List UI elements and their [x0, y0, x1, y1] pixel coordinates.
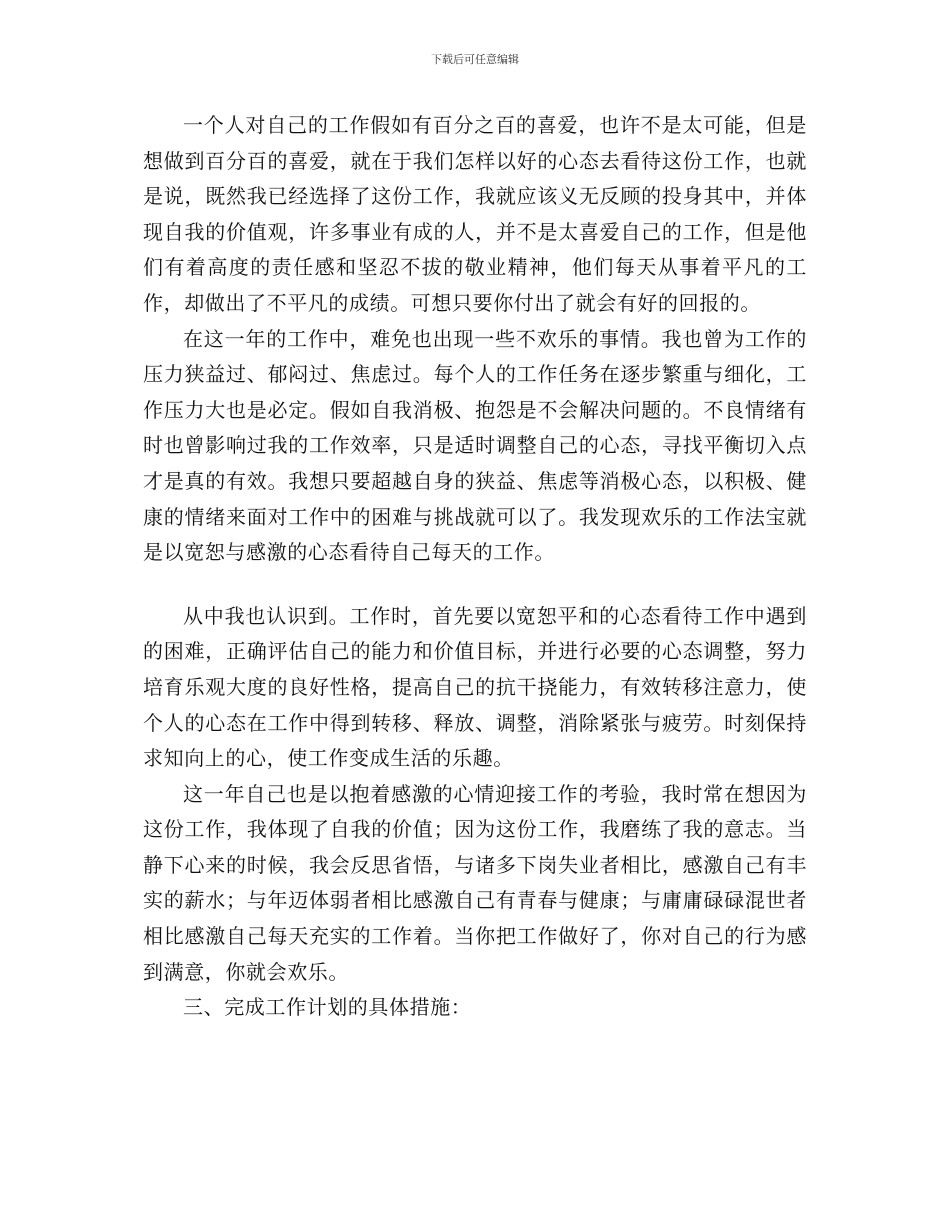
page-header: 下载后可任意编辑: [431, 53, 519, 66]
paragraph-2: 在这一年的工作中，难免也出现一些不欢乐的事情。我也曾为工作的压力狭益过、郁闷过、焦虑过。每个人的工作任务在逐步繁重与细化，工作压力大也是必定。假如自我消极、抱怨是不会解决问题的。不良情绪有时也曾影响过我的工作效率，只是适时调整自己的心态，寻找平衡切入点才是真的有效。我想只要超越自身的狭益、焦虑等消极心态，以积极、健康的情绪来面对工作中的困难与挑战就可以了。我发现欢乐的工作法宝就是以宽恕与感激的心态看待自己每天的工作。: [143, 326, 807, 565]
paragraph-3: 从中我也认识到。工作时，首先要以宽恕平和的心态看待工作中遇到的困难，正确评估自己的能力和价值目标，并进行必要的心态调整，努力培育乐观大度的良好性格，提高自己的抗干挠能力，有效转移注意力，使个人的心态在工作中得到转移、释放、调整，消除紧张与疲劳。时刻保持求知向上的心，使工作变成生活的乐趣。: [143, 603, 807, 771]
paragraph-1: 一个人对自己的工作假如有百分之百的喜爱，也许不是太可能，但是想做到百分百的喜爱，就在于我们怎样以好的心态去看待这份工作，也就是说，既然我已经选择了这份工作，我就应该义无反顾的投身其中，并体现自我的价值观，许多事业有成的人，并不是太喜爱自己的工作，但是他们有着高度的责任感和坚忍不拔的敬业精神，他们每天从事着平凡的工作，却做出了不平凡的成绩。可想只要你付出了就会有好的回报的。: [143, 113, 807, 315]
section-heading-3: 三、完成工作计划的具体措施：: [183, 995, 472, 1020]
paragraph-4: 这一年自己也是以抱着感激的心情迎接工作的考验，我时常在想因为这份工作，我体现了自我的价值；因为这份工作，我磨练了我的意志。当静下心来的时候，我会反思省悟，与诸多下岗失业者相比，感激自己有丰实的薪水；与年迈体弱者相比感激自己有青春与健康；与庸庸碌碌混世者相比感激自己每天充实的工作着。当你把工作做好了，你对自己的行为感到满意，你就会欢乐。: [143, 781, 807, 984]
document-body: [143, 108, 807, 1026]
